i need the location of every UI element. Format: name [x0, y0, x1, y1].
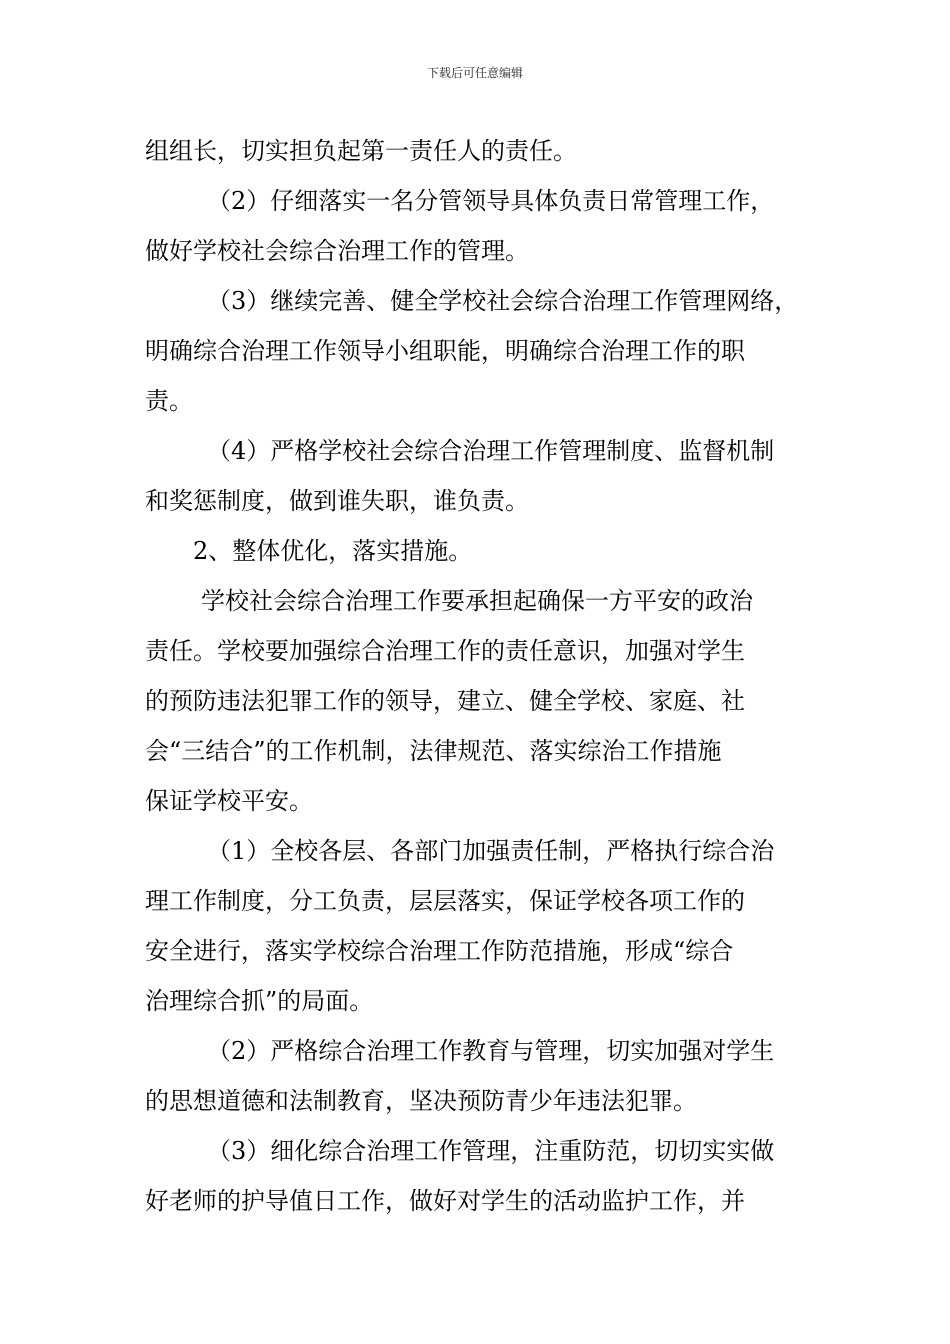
- text-line: 理工作制度，分工负责，层层落实，保证学校各项工作的: [145, 887, 745, 915]
- text-line: （3）细化综合治理工作管理，注重防范，切切实实做: [207, 1137, 775, 1165]
- text-line: 好老师的护导值日工作，做好对学生的活动监护工作，并: [145, 1187, 745, 1215]
- text-line: 保证学校平安。: [145, 787, 313, 815]
- text-line: 责任。学校要加强综合治理工作的责任意识，加强对学生: [145, 637, 745, 665]
- text-line: （2）仔细落实一名分管领导具体负责日常管理工作，: [207, 187, 775, 215]
- text-line: 会“三结合”的工作机制，法律规范、落实综治工作措施: [145, 737, 722, 765]
- text-line: 的预防违法犯罪工作的领导，建立、健全学校、家庭、社: [145, 687, 745, 715]
- text-line: （4）严格学校社会综合治理工作管理制度、监督机制: [207, 437, 775, 465]
- text-line: 治理综合抓”的局面。: [145, 987, 374, 1015]
- document-body: [145, 126, 815, 1226]
- text-line: （2）严格综合治理工作教育与管理，切实加强对学生: [207, 1037, 775, 1065]
- text-line: 明确综合治理工作领导小组职能，明确综合治理工作的职: [145, 337, 745, 365]
- text-line: （1）全校各层、各部门加强责任制，严格执行综合治: [207, 837, 775, 865]
- text-line: （3）继续完善、健全学校社会综合治理工作管理网络，: [207, 287, 799, 315]
- text-line: 学校社会综合治理工作要承担起确保一方平安的政治: [201, 587, 753, 615]
- text-line: 和奖惩制度，做到谁失职，谁负责。: [145, 487, 529, 515]
- text-line: 责。: [145, 387, 193, 415]
- page-header: 下载后可任意编辑: [426, 66, 523, 80]
- text-line: 安全进行，落实学校综合治理工作防范措施，形成“综合: [145, 937, 734, 965]
- text-line: 组组长，切实担负起第一责任人的责任。: [145, 137, 577, 165]
- section-heading: 2、整体优化，落实措施。: [193, 537, 473, 565]
- text-line: 做好学校社会综合治理工作的管理。: [145, 237, 529, 265]
- text-line: 的思想道德和法制教育，坚决预防青少年违法犯罪。: [145, 1087, 697, 1115]
